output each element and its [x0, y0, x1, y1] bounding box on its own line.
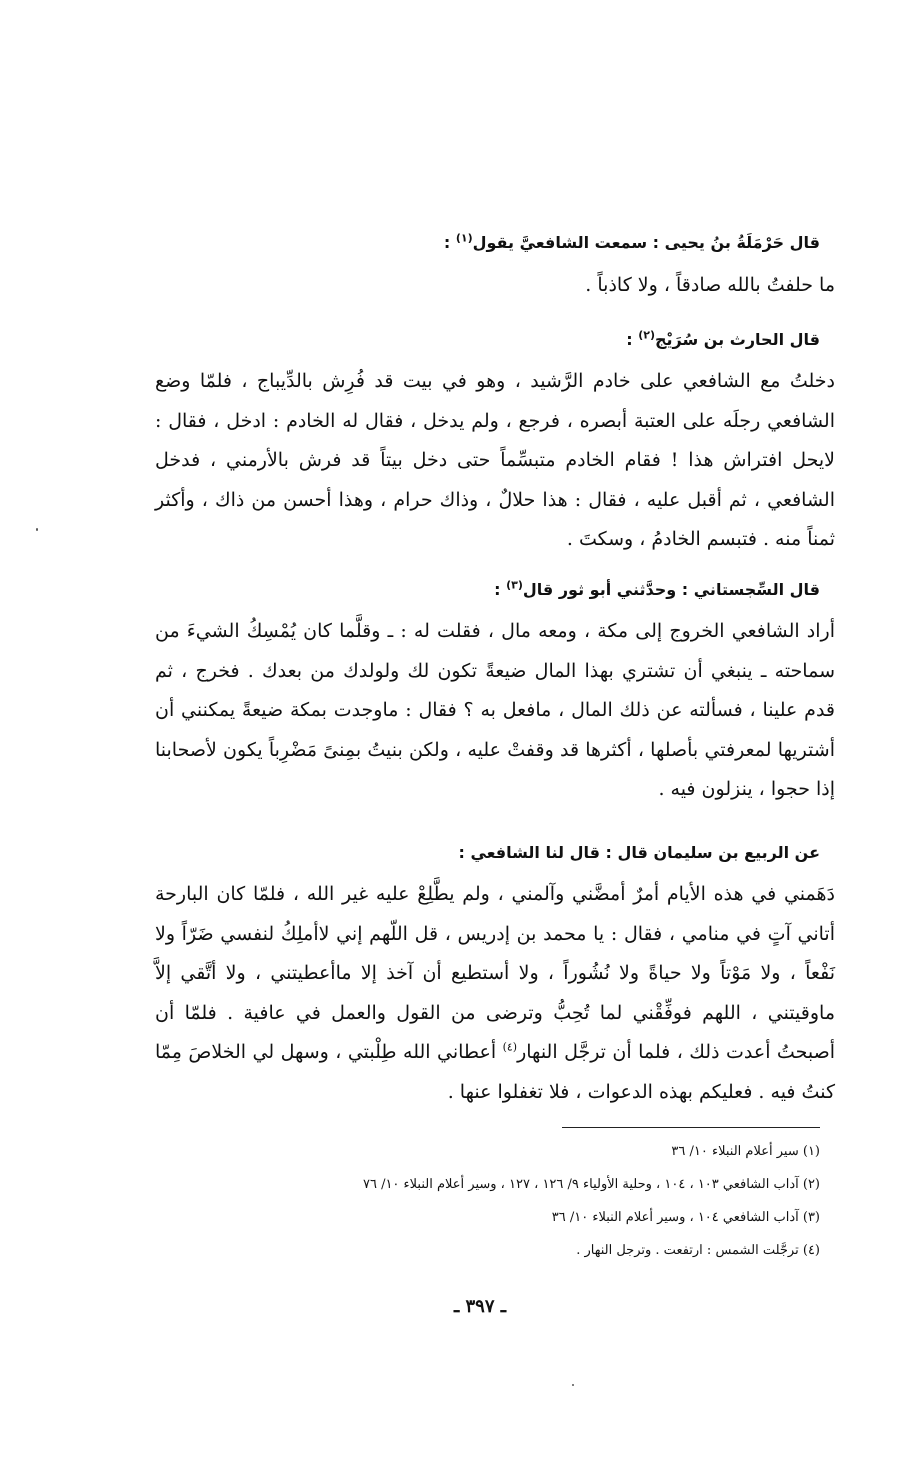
section-heading-2 — [140, 330, 820, 350]
section-heading-4 — [140, 843, 820, 863]
section-paragraph-1: ما حلفتُ بالله صادقاً ، ولا كاذباً . — [585, 274, 835, 296]
heading-text: قال حَرْمَلَةُ بنُ يحيى : سمعت الشافعيَّ يقول — [472, 233, 820, 252]
section-paragraph-3: أراد الشافعي الخروج إلى مكة ، ومعه مال ، فقلت له : ـ وقلَّما كان يُمْسِكُ الشيءَ من سماحته ـ ينبغي أن تشتري بهذا المال ضيعةً تكون لك ولولدك من بعدك . فخرج ، ثم قدم علينا ، فسألته عن ذلك المال ، مافعل به ؟ فقال : ماوجدت بمكة ضيعةً يمكنني أن أشتريها لمعرفتي بأصلها ، أكثرها قد وقفتْ عليه ، ولكن بنيتُ بمِنىً مَضْرِباً يكون لأصحابنا إذا حجوا ، ينزلون فيه . — [155, 620, 835, 800]
footnote-1: (١) سير أعلام النبلاء ١٠/ ٣٦ — [671, 1144, 820, 1159]
page-number: ـ ٣٩٧ ـ — [453, 1296, 507, 1317]
section-paragraph-4 — [155, 875, 835, 1112]
footnote-separator — [562, 1127, 820, 1128]
heading-colon: : — [458, 843, 471, 862]
heading-colon: : — [626, 330, 639, 349]
section-heading-3 — [140, 580, 820, 600]
footnote-4: (٤) ترجَّلت الشمس : ارتفعت . وترجل النهار . — [576, 1243, 820, 1258]
footnote-ref: (٣) — [506, 578, 523, 592]
footnote-3: (٣) آداب الشافعي ١٠٤ ، وسير أعلام النبلاء ١٠/ ٣٦ — [551, 1210, 820, 1225]
heading-text: عن الربيع بن سليمان قال : قال لنا الشافعي — [470, 843, 820, 862]
footnote-ref: (٢) — [638, 328, 655, 342]
footnote-ref: (١) — [455, 231, 473, 245]
heading-text: قال السِّجستاني : وحدَّثني أبو ثور قال — [522, 580, 820, 599]
paragraph-text: دَهَمني في هذه الأيام أمرٌ أمضَّني وآلمني ، ولم يطَّلِعْ عليه غير الله ، فلمّا كان البارحة أتاني آتٍ في منامي ، فقال : يا محمد بن إدريس ، قل اللّهم إني لاأملِكُ لنفسي ضَرّاً ولا نَفْعاً ، ولا مَوْتاً ولا حياةً ولا نُشُوراً ، ولا أستطيع أن آخذ إلا ماأعطيتني ، ولا أتَّقي إلاَّ ماوقيتني ، اللهم فوفِّقْني لما تُحِبُّ وترضى من القول والعمل في عافية . فلمّا أن أصبحتُ أعدت ذلك ، فلما أن ترجَّل النهار — [155, 883, 835, 1063]
heading-colon: : — [494, 580, 507, 599]
scan-speck — [36, 528, 38, 531]
section-heading-1 — [140, 233, 820, 253]
scan-speck — [572, 1384, 574, 1386]
paragraph-text-continued: أعطاني الله طِلْبتي ، وسهل لي الخلاصَ مِمّا كنتُ فيه . فعليكم بهذه الدعوات ، فلا تغفلوا عنها . — [155, 1041, 835, 1103]
heading-text: قال الحارث بن سُرَيْج — [654, 330, 820, 349]
heading-colon: : — [443, 233, 456, 252]
section-paragraph-2: دخلتُ مع الشافعي على خادم الرَّشيد ، وهو في بيت قد فُرِش بالدِّيباج ، فلمّا وضع الشافعي رجلَه على العتبة أبصره ، فرجع ، ولم يدخل ، فقال له الخادم : ادخل ، فقال : لايحل افتراش هذا ! فقام الخادم متبسِّماً حتى دخل بيتاً قد فرش بالأرمني ، فدخل الشافعي ، ثم أقبل عليه ، فقال : هذا حلالٌ ، وذاك حرام ، وهذا أحسن من ذاك ، وأكثر ثمناً منه . فتبسم الخادمُ ، وسكتَ . — [155, 370, 835, 550]
footnote-ref: (٤) — [502, 1040, 518, 1054]
footnote-2: (٢) آداب الشافعي ١٠٣ ، ١٠٤ ، وحلية الأولياء ٩/ ١٢٦ ، ١٢٧ ، وسير أعلام النبلاء ١٠/ ٧٦ — [362, 1177, 820, 1192]
footnotes — [140, 1135, 820, 1267]
